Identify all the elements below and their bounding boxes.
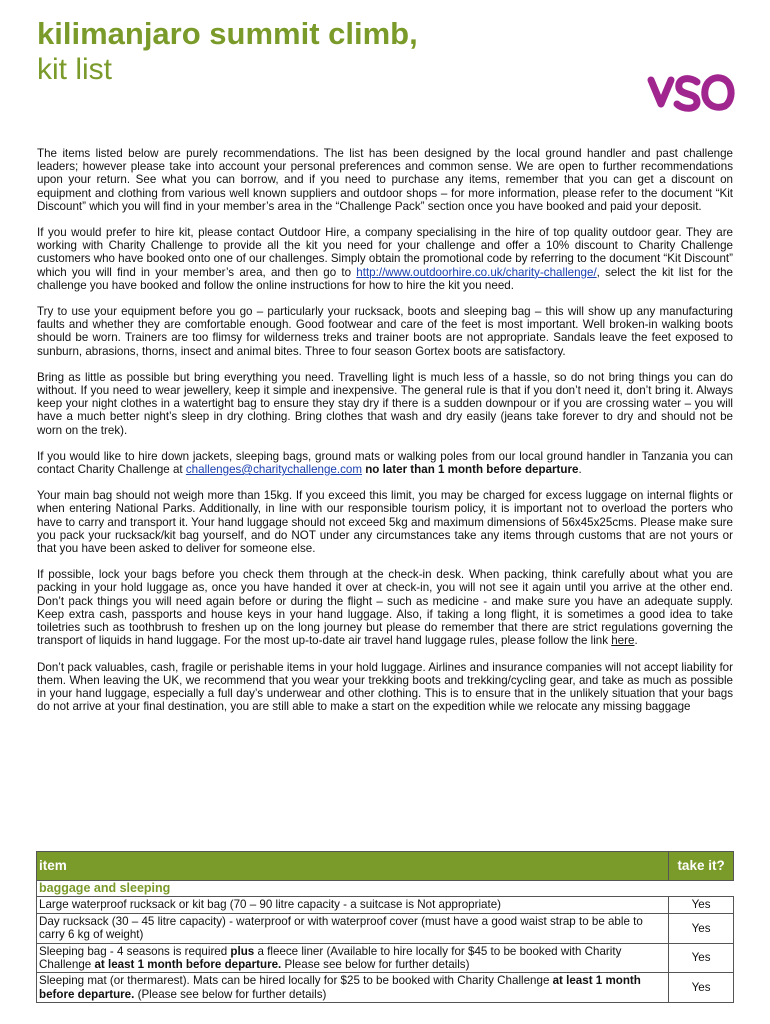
item-cell xyxy=(37,973,669,1003)
packing-text: If possible, lock your bags before you check them through at the check-in desk. When packing, think carefully about what you are packing in your hold luggage as, once you have handed it over at check-in, you will not see it again until you arrive at the other end. Don’t pack things you will need again before or during the flight – such as medicine - and make sure you have an adequate supply. Keep extra cash, passports and house keys in your hand luggage. Also, if taking a long flight, it is sometimes a good idea to take toiletries such as toothbrush to freshen up on the long journey but please do remember that there are strict regulations governing the transport of liquids in hand luggage. For the most up-to-date air travel hand luggage rules, please follow the link xyxy=(37,568,733,648)
title-sub: kit list xyxy=(37,53,112,86)
item-emphasis: plus xyxy=(230,944,255,958)
paragraph-valuables: Don’t pack valuables, cash, fragile or perishable items in your hold luggage. Airlines and insurance companies will not accept liability for them. When leaving the UK, we recommend that you wear your trekking boots and trekking/cycling gear, and take as much as possible in your hand luggage, especially a full day’s underwear and other clothing. This is to ensure that in the unlikely situation that your bags do not arrive at your final destination, you are still able to make a start on the expedition while we relocate any missing baggage xyxy=(37,660,733,714)
table-row xyxy=(37,897,734,913)
title-main: kilimanjaro summit climb, xyxy=(37,16,418,51)
item-cell xyxy=(37,943,669,973)
hire-local-deadline: no later than 1 month before departure xyxy=(361,463,579,477)
table-row xyxy=(37,913,734,943)
section-row xyxy=(37,881,734,897)
kit-list-table xyxy=(36,851,734,1003)
item-text: a fleece liner (Available to hire locally for $45 to be booked with Charity Challenge xyxy=(39,944,622,972)
item-text: Sleeping mat (or thermarest). Mats can be hired locally for $25 to be booked with Charity Challenge xyxy=(39,974,553,988)
item-cell: Day rucksack (30 – 45 litre capacity) - waterproof or with waterproof cover (must have a good waist strap to be able to carry 6 kg of weight) xyxy=(37,913,669,943)
paragraph-hire-kit xyxy=(37,226,733,292)
hire-kit-text: If you would prefer to hire kit, please contact Outdoor Hire, a company specialising in the hire of top quality outdoor gear. They are working with Charity Challenge to provide all the kit you need for your challenge and offer a 10% discount to Charity Challenge customers who have booked onto one of our challenges. Simply obtain the promotional code by referring to the document “Kit Discount” which you will find in your member’s area, and then go to xyxy=(37,226,734,279)
here-link[interactable]: here xyxy=(611,634,635,648)
paragraph-baggage-weight: Your main bag should not weigh more than 15kg. If you exceed this limit, you may be charged for excess luggage on internal flights or when entering National Parks. Additionally, in line with our responsible tourism policy, it is important not to overload the porters who have to carry and transport it. Your hand luggage should not exceed 5kg and maximum dimensions of 56x45x25cms. Please make sure you pack your rucksack/kit bag yourself, and do NOT under any circumstances take any items through customs that are not yours or that you have been asked to deliver for someone else. xyxy=(37,489,733,556)
take-cell: Yes xyxy=(669,943,734,973)
email-link[interactable]: challenges@charitychallenge.com xyxy=(185,463,362,477)
take-cell: Yes xyxy=(669,973,734,1003)
column-header-item: item xyxy=(37,852,669,881)
paragraph-hire-local xyxy=(37,450,733,476)
hire-kit-text-end: , select the kit list for the challenge you have booked and follow the online instructions for how to hire the kit you need. xyxy=(37,265,733,292)
table-row xyxy=(37,973,734,1003)
page-title xyxy=(37,16,418,88)
item-cell: Large waterproof rucksack or kit bag (70 – 90 litre capacity - a suitcase is Not appropriate) xyxy=(37,897,669,913)
column-header-take: take it? xyxy=(669,852,734,881)
take-cell: Yes xyxy=(669,913,734,943)
take-cell: Yes xyxy=(669,897,734,913)
paragraph-recommendations: The items listed below are purely recommendations. The list has been designed by the local ground handler and past challenge leaders; however please take into account your personal preferences and common sense. We are open to further recommendations upon your return. See what you can borrow, and if you need to purchase any items, remember that you can get a discount on equipment and clothing from various well known suppliers and outdoor shops – for more information, please refer to the document “Kit Discount” which you will find in your member’s area in the “Challenge Pack” section once you have booked and paid your deposit. xyxy=(37,147,733,213)
hire-local-text: If you would like to hire down jackets, sleeping bags, ground mats or walking poles from our local ground handler in Tanzania you can contact Charity Challenge at xyxy=(37,449,733,477)
paragraph-packing xyxy=(37,568,733,647)
section-heading: baggage and sleeping xyxy=(37,881,734,897)
item-text: Please see below for further details) xyxy=(281,958,470,972)
table-header-row xyxy=(37,852,734,881)
vso-logo-icon xyxy=(645,62,737,122)
item-deadline: at least 1 month before departure. xyxy=(94,958,282,972)
outdoorhire-link[interactable]: http://www.outdoorhire.co.uk/charity-challenge/ xyxy=(356,265,597,279)
intro-text xyxy=(37,147,733,726)
paragraph-travel-light: Bring as little as possible but bring everything you need. Travelling light is much less of a hassle, so do not bring things you can do without. If you need to wear jewellery, keep it simple and inexpensive. The general rule is that if you don’t need it, don’t bring it. Always keep your night clothes in a watertight bag to ensure they stay dry if there is a sudden downpour or if you are crossing water – you will have a much better night’s sleep in dry clothing. Bring clothes that wash and dry easily (jeans take forever to dry and should not be worn on the trek). xyxy=(37,370,733,437)
item-text: (Please see below for further details) xyxy=(134,987,327,1001)
item-text: Sleeping bag - 4 seasons is required xyxy=(39,944,231,958)
paragraph-equipment: Try to use your equipment before you go – particularly your rucksack, boots and sleeping bag – this will show up any manufacturing faults and whether they are comfortable enough. Good footwear and care of the feet is most important. Well broken-in walking boots should be worn. Trainers are too flimsy for wilderness treks and trainer boots are not appropriate. Sandals leave the feet exposed to sunburn, abrasions, thorns, insect and animal bites. Three to four season Gortex boots are satisfactory. xyxy=(37,305,733,358)
item-deadline: at least 1 month before departure. xyxy=(39,974,641,1001)
packing-end: . xyxy=(634,634,638,648)
table-row xyxy=(37,943,734,973)
hire-local-end: . xyxy=(578,463,582,477)
